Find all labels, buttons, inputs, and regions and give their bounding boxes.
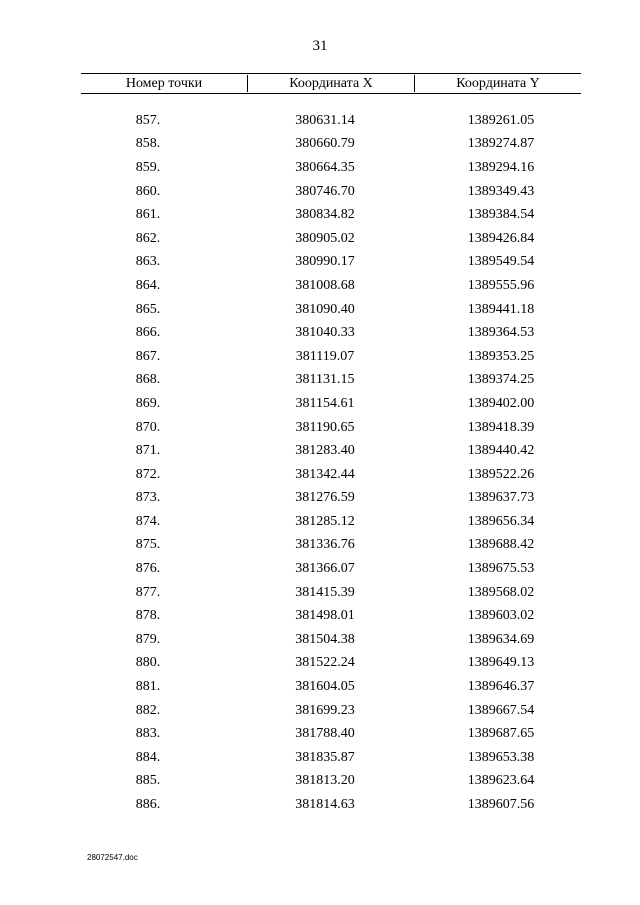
cell-coordinate-x: 381788.40 (295, 726, 355, 742)
cell-coordinate-x: 381119.07 (295, 348, 355, 364)
cell-coordinate-y: 1389634.69 (467, 631, 535, 647)
table-row (81, 439, 581, 463)
cell-coordinate-x: 381342.44 (295, 466, 355, 482)
header-coordinate-x: Координата X (248, 75, 415, 92)
cell-point-number: 864. (135, 277, 161, 293)
table-row (81, 557, 581, 581)
table-row (81, 392, 581, 416)
cell-coordinate-x: 381090.40 (295, 301, 355, 317)
cell-coordinate-x: 381813.20 (295, 773, 355, 789)
cell-coordinate-y: 1389653.38 (467, 749, 535, 765)
table-row (81, 746, 581, 770)
table-row (81, 604, 581, 628)
cell-point-number: 871. (135, 443, 161, 459)
cell-point-number: 879. (135, 631, 161, 647)
cell-point-number: 877. (135, 584, 161, 600)
cell-point-number: 881. (135, 679, 161, 695)
cell-coordinate-y: 1389426.84 (467, 230, 535, 246)
header-coordinate-y: Координата Y (456, 76, 540, 91)
table-header (81, 73, 581, 94)
cell-point-number: 867. (135, 348, 161, 364)
cell-coordinate-y: 1389656.34 (467, 513, 535, 529)
table-row (81, 251, 581, 275)
cell-point-number: 873. (135, 490, 161, 506)
cell-point-number: 882. (135, 702, 161, 718)
table-row (81, 156, 581, 180)
cell-coordinate-x: 381040.33 (295, 325, 355, 341)
cell-point-number: 858. (135, 136, 161, 152)
table-row (81, 321, 581, 345)
table-row (81, 227, 581, 251)
cell-point-number: 886. (135, 797, 161, 813)
cell-point-number: 857. (135, 112, 161, 128)
table-row (81, 487, 581, 511)
cell-coordinate-y: 1389649.13 (467, 655, 535, 671)
cell-point-number: 861. (135, 207, 161, 223)
cell-coordinate-x: 381814.63 (295, 797, 355, 813)
cell-coordinate-x: 381604.05 (295, 679, 355, 695)
cell-coordinate-x: 381835.87 (295, 749, 355, 765)
cell-coordinate-x: 381504.38 (295, 631, 355, 647)
file-name-footer: 28072547.doc (87, 853, 138, 862)
table-row (81, 345, 581, 369)
cell-coordinate-x: 381336.76 (295, 537, 355, 553)
cell-coordinate-y: 1389274.87 (467, 136, 535, 152)
table-row (81, 203, 581, 227)
cell-point-number: 859. (135, 159, 161, 175)
table-row (81, 180, 581, 204)
cell-point-number: 876. (135, 561, 161, 577)
cell-coordinate-y: 1389384.54 (467, 207, 535, 223)
table-row (81, 463, 581, 487)
table-row (81, 699, 581, 723)
table-body (81, 109, 581, 817)
table-row (81, 628, 581, 652)
cell-coordinate-x: 380834.82 (295, 207, 355, 223)
cell-coordinate-x: 381283.40 (295, 443, 355, 459)
cell-coordinate-y: 1389637.73 (467, 490, 535, 506)
cell-coordinate-y: 1389603.02 (467, 608, 535, 624)
table-row (81, 652, 581, 676)
cell-point-number: 860. (135, 183, 161, 199)
cell-coordinate-x: 380631.14 (295, 112, 355, 128)
cell-coordinate-x: 380990.17 (295, 254, 355, 270)
cell-point-number: 875. (135, 537, 161, 553)
cell-coordinate-y: 1389687.65 (467, 726, 535, 742)
table-row (81, 793, 581, 817)
cell-point-number: 878. (135, 608, 161, 624)
table-row (81, 298, 581, 322)
cell-coordinate-y: 1389646.37 (467, 679, 535, 695)
cell-coordinate-y: 1389522.26 (467, 466, 535, 482)
cell-coordinate-x: 381154.61 (295, 395, 355, 411)
cell-coordinate-x: 381498.01 (295, 608, 355, 624)
cell-coordinate-x: 381190.65 (295, 419, 355, 435)
cell-coordinate-y: 1389675.53 (467, 561, 535, 577)
cell-coordinate-x: 381285.12 (295, 513, 355, 529)
table-row (81, 109, 581, 133)
cell-point-number: 862. (135, 230, 161, 246)
cell-coordinate-x: 380905.02 (295, 230, 355, 246)
cell-point-number: 880. (135, 655, 161, 671)
table-row (81, 133, 581, 157)
cell-coordinate-x: 381522.24 (295, 655, 355, 671)
cell-point-number: 874. (135, 513, 161, 529)
cell-point-number: 870. (135, 419, 161, 435)
cell-coordinate-y: 1389549.54 (467, 254, 535, 270)
cell-coordinate-y: 1389667.54 (467, 702, 535, 718)
cell-coordinate-x: 381415.39 (295, 584, 355, 600)
cell-coordinate-x: 380660.79 (295, 136, 355, 152)
cell-coordinate-y: 1389440.42 (467, 443, 535, 459)
cell-point-number: 883. (135, 726, 161, 742)
cell-coordinate-x: 381366.07 (295, 561, 355, 577)
table-row (81, 722, 581, 746)
cell-point-number: 885. (135, 773, 161, 789)
table-row (81, 416, 581, 440)
table-row (81, 369, 581, 393)
table-row (81, 510, 581, 534)
cell-coordinate-y: 1389294.16 (467, 159, 535, 175)
table-row (81, 274, 581, 298)
cell-coordinate-y: 1389688.42 (467, 537, 535, 553)
table-row (81, 534, 581, 558)
cell-coordinate-x: 380664.35 (295, 159, 355, 175)
cell-coordinate-y: 1389441.18 (467, 301, 535, 317)
cell-point-number: 872. (135, 466, 161, 482)
table-row (81, 675, 581, 699)
cell-point-number: 866. (135, 325, 161, 341)
cell-coordinate-x: 381131.15 (295, 372, 355, 388)
table-row (81, 581, 581, 605)
cell-point-number: 863. (135, 254, 161, 270)
cell-coordinate-y: 1389418.39 (467, 419, 535, 435)
cell-coordinate-y: 1389261.05 (467, 112, 535, 128)
cell-coordinate-y: 1389364.53 (467, 325, 535, 341)
cell-coordinate-y: 1389623.64 (467, 773, 535, 789)
cell-coordinate-x: 381008.68 (295, 277, 355, 293)
cell-coordinate-y: 1389568.02 (467, 584, 535, 600)
cell-coordinate-x: 381276.59 (295, 490, 355, 506)
cell-point-number: 869. (135, 395, 161, 411)
cell-coordinate-y: 1389607.56 (467, 797, 535, 813)
cell-point-number: 868. (135, 372, 161, 388)
cell-coordinate-y: 1389353.25 (467, 348, 535, 364)
cell-coordinate-y: 1389374.25 (467, 372, 535, 388)
cell-coordinate-y: 1389402.00 (467, 395, 535, 411)
cell-coordinate-x: 381699.23 (295, 702, 355, 718)
page-number: 31 (312, 38, 328, 54)
cell-point-number: 884. (135, 749, 161, 765)
cell-coordinate-y: 1389555.96 (467, 277, 535, 293)
coordinates-table (81, 73, 581, 817)
cell-point-number: 865. (135, 301, 161, 317)
header-point-number: Номер точки (81, 75, 248, 92)
table-row (81, 770, 581, 794)
cell-coordinate-x: 380746.70 (295, 183, 355, 199)
cell-coordinate-y: 1389349.43 (467, 183, 535, 199)
